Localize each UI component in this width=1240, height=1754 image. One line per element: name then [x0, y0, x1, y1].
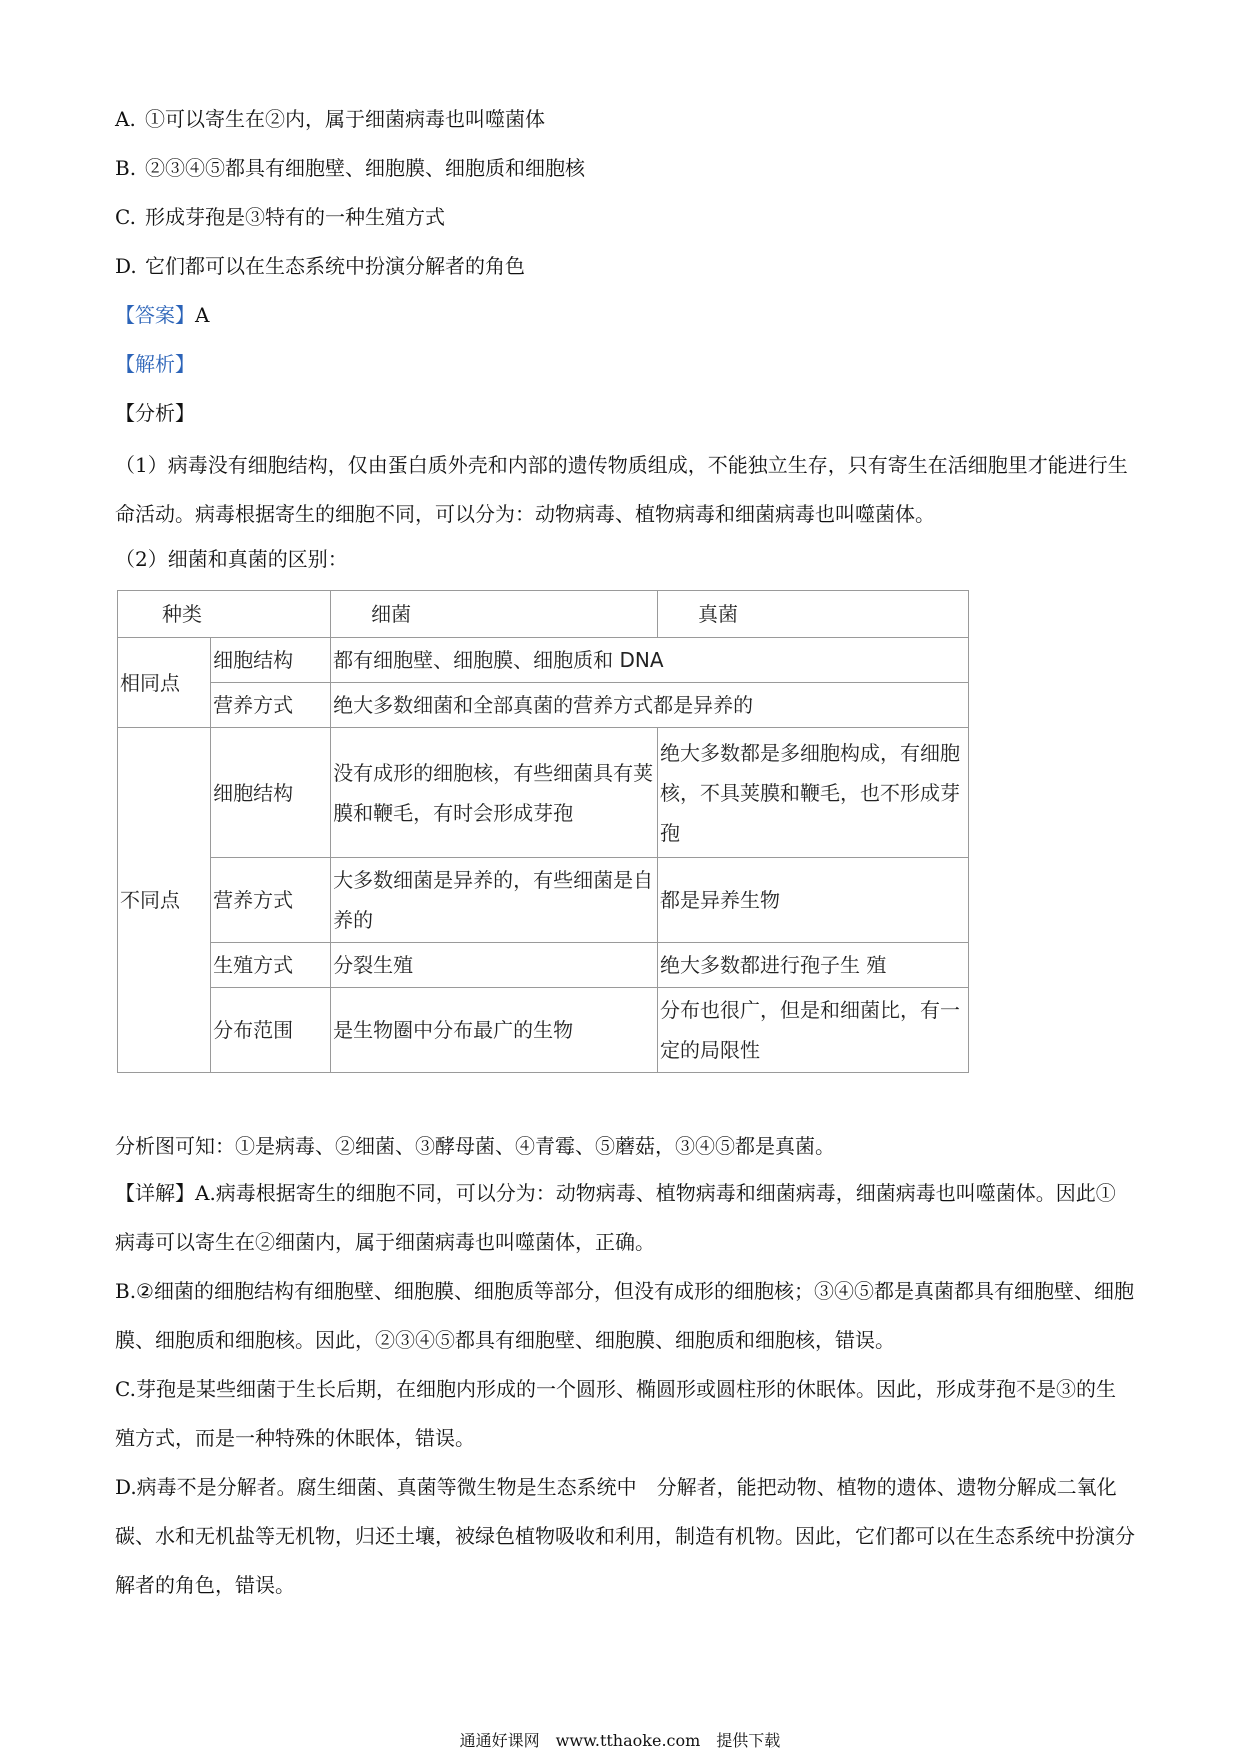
table-row — [118, 943, 969, 988]
fungi-cell: 绝大多数都进行孢子生 殖 — [658, 943, 969, 988]
row-item: 细胞结构 — [211, 638, 331, 683]
table-row — [118, 638, 969, 683]
row-item: 生殖方式 — [211, 943, 331, 988]
fungi-cell: 分布也很广，但是和细菌比，有一定的局限性 — [658, 988, 969, 1073]
detail-a-text: A.病毒根据寄生的细胞不同，可以分为：动物病毒、植物病毒和细菌病毒，细菌病毒也叫噬菌体。因此①病毒可以寄生在②细菌内，属于细菌病毒也叫噬菌体，正确。 — [115, 1181, 1116, 1254]
row-item: 营养方式 — [211, 858, 331, 943]
table-row — [118, 988, 969, 1073]
option-text: ②③④⑤都具有细胞壁、细胞膜、细胞质和细胞核 — [145, 156, 585, 180]
bacteria-cell: 是生物圈中分布最广的生物 — [331, 988, 658, 1073]
option-key: D. — [115, 254, 137, 278]
table-row — [118, 683, 969, 728]
option-key: B. — [115, 156, 137, 180]
bacteria-cell: 没有成形的细胞核，有些细菌具有荚膜和鞭毛，有时会形成芽孢 — [331, 728, 658, 858]
table-header-row — [118, 591, 969, 638]
fenxi-label: 【分析】 — [115, 401, 195, 425]
merged-cell: 绝大多数细菌和全部真菌的营养方式都是异养的 — [331, 683, 969, 728]
answer-value: A — [195, 303, 210, 327]
paragraph-virus: （1）病毒没有细胞结构，仅由蛋白质外壳和内部的遗传物质组成，不能独立生存，只有寄生在活细胞里才能进行生命活动。病毒根据寄生的细胞不同，可以分为：动物病毒、植物病毒和细菌病毒也叫噬菌体。 — [115, 453, 1128, 526]
row-item: 分布范围 — [211, 988, 331, 1073]
header-fungi: 真菌 — [658, 591, 969, 638]
detail-c: C.芽孢是某些细菌于生长后期，在细胞内形成的一个圆形、椭圆形或圆柱形的休眠体。因此，形成芽孢不是③的生殖方式，而是一种特殊的休眠体，错误。 — [115, 1377, 1116, 1450]
detail-d: D.病毒不是分解者。腐生细菌、真菌等微生物是生态系统中 分解者，能把动物、植物的遗体、遗物分解成二氧化碳、水和无机盐等无机物，归还土壤，被绿色植物吸收和利用，制造有机物。因此，它们都可以在生态系统中扮演分解者的角色，错误。 — [115, 1475, 1135, 1597]
detail-label: 【详解】 — [115, 1181, 195, 1205]
same-label: 相同点 — [118, 638, 211, 728]
header-kind: 种类 — [118, 591, 331, 638]
bacteria-cell: 大多数细菌是异养的，有些细菌是自养的 — [331, 858, 658, 943]
option-b — [115, 153, 585, 183]
footer-credit: 通通好课网 www.tthaoke.com 提供下载 — [459, 1731, 781, 1750]
diff-label: 不同点 — [118, 728, 211, 1073]
table-row — [118, 858, 969, 943]
fungi-cell: 都是异养生物 — [658, 858, 969, 943]
table-row — [118, 728, 969, 858]
header-bacteria: 细菌 — [331, 591, 658, 638]
answer-line — [115, 300, 209, 330]
option-key: A. — [115, 107, 136, 131]
option-d — [115, 251, 525, 281]
fungi-cell: 绝大多数都是多细胞构成，有细胞核，不具荚膜和鞭毛，也不形成芽孢 — [658, 728, 969, 858]
option-a — [115, 104, 545, 134]
figure-note: 分析图可知：①是病毒、②细菌、③酵母菌、④青霉、⑤蘑菇，③④⑤都是真菌。 — [115, 1134, 835, 1158]
answer-label: 【答案】 — [115, 303, 195, 327]
detail-a — [115, 1169, 1135, 1267]
option-key: C. — [115, 205, 136, 229]
analysis-label: 【解析】 — [115, 352, 195, 376]
detail-b: B.②细菌的细胞结构有细胞壁、细胞膜、细胞质等部分，但没有成形的细胞核；③④⑤都是真菌都具有细胞壁、细胞膜、细胞质和细胞核。因此，②③④⑤都具有细胞壁、细胞膜、细胞质和细胞核，错误。 — [115, 1279, 1134, 1352]
paragraph-compare-title: （2）细菌和真菌的区别： — [115, 547, 348, 571]
merged-cell: 都有细胞壁、细胞膜、细胞质和 DNA — [331, 638, 969, 683]
row-item: 细胞结构 — [211, 728, 331, 858]
option-text: 它们都可以在生态系统中扮演分解者的角色 — [145, 254, 525, 278]
comparison-table — [117, 590, 969, 1073]
option-c — [115, 202, 445, 232]
bacteria-cell: 分裂生殖 — [331, 943, 658, 988]
row-item: 营养方式 — [211, 683, 331, 728]
option-text: ①可以寄生在②内，属于细菌病毒也叫噬菌体 — [145, 107, 545, 131]
option-text: 形成芽孢是③特有的一种生殖方式 — [145, 205, 445, 229]
